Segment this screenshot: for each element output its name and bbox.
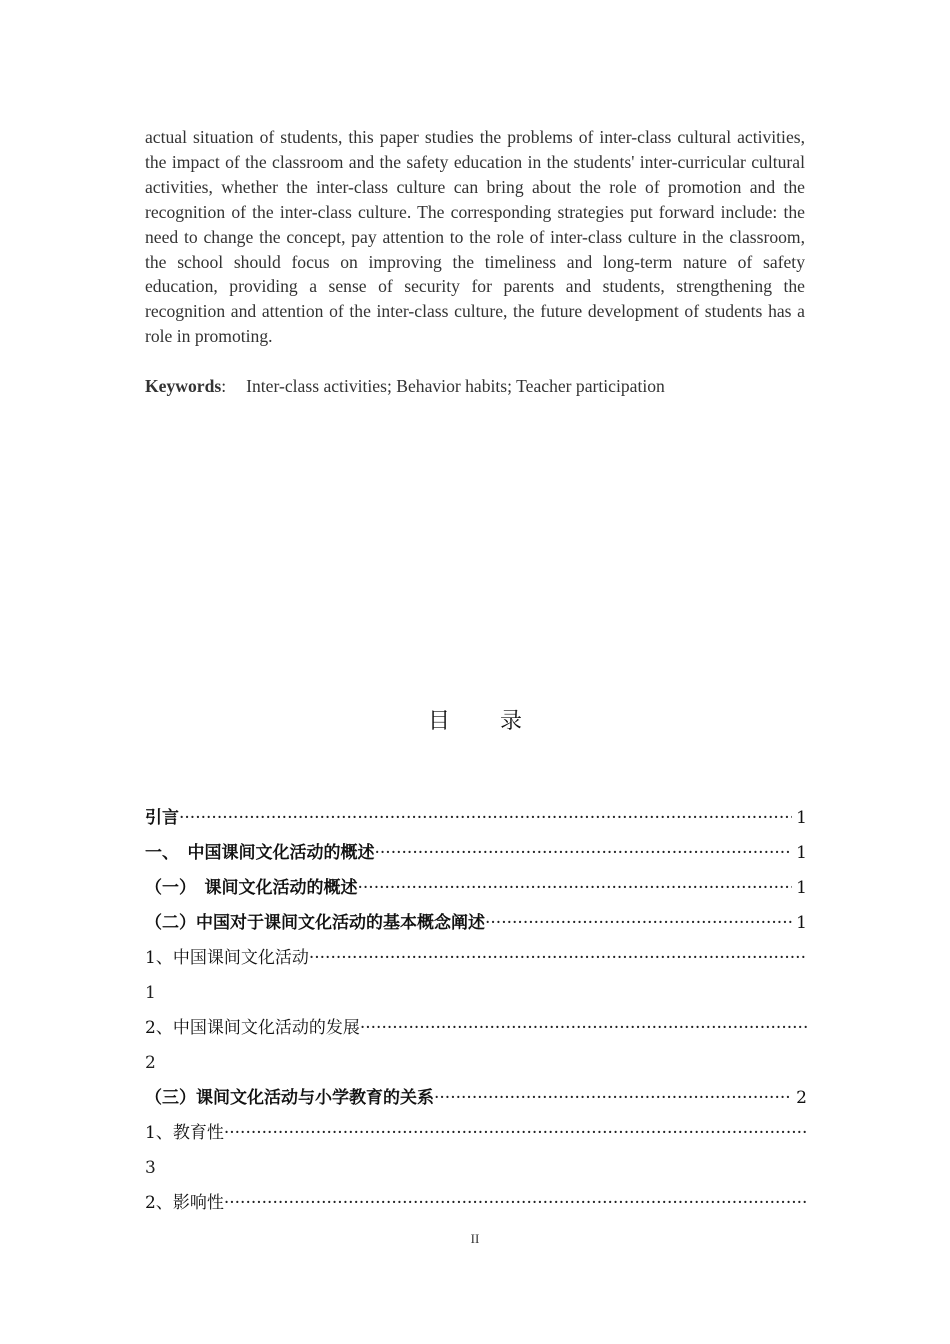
toc-leader-dots — [309, 946, 807, 970]
keywords-line — [145, 374, 805, 398]
toc-leader-dots — [179, 806, 792, 830]
keywords-label: Keywords — [145, 376, 222, 396]
toc-leader-dots — [358, 876, 793, 900]
toc-leader-dots — [224, 1191, 807, 1215]
toc-entry-page: 3 — [145, 1158, 156, 1178]
toc-entry-text: （二）中国对于课间文化活动的基本概念阐述 — [145, 913, 485, 933]
toc-entry-section-1-2[interactable] — [145, 911, 807, 935]
toc-entry-page: 1 — [796, 913, 807, 933]
toc-entry-text: 2、影响性 — [145, 1193, 224, 1213]
toc-entry-text: 2、中国课间文化活动的发展 — [145, 1018, 360, 1038]
abstract-paragraph: actual situation of students, this paper studies the problems of inter-class cultural activities, the impact of the classroom and the safety education in the students' inter-curricular cultural activities, whether the inter-class culture can bring about the role of promotion and the recognition of the inter-class culture. The corresponding strategies put forward include: the need to change the concept, pay attention to the role of inter-class culture in the classroom, the school should focus on improving the timeliness and long-term nature of safety education, providing a sense of security for parents and students, strengthening the recognition and attention of the inter-class culture, the future development of students has a role in promoting. — [145, 127, 805, 347]
toc-entry-subsection-3[interactable] — [145, 1121, 807, 1145]
toc-leader-dots — [434, 1086, 792, 1110]
toc-entry-introduction[interactable] — [145, 806, 807, 830]
toc-leader-dots — [224, 1121, 807, 1145]
toc-entry-text: 1、教育性 — [145, 1123, 224, 1143]
keywords-text: Inter-class activities; Behavior habits; Teacher participation — [246, 376, 665, 396]
toc-entry-page: 1 — [796, 808, 807, 828]
toc-leader-dots — [375, 841, 793, 865]
toc-leader-dots — [485, 911, 792, 935]
toc-entry-text: 一、 中国课间文化活动的概述 — [145, 843, 375, 863]
toc-entry-page: 2 — [145, 1053, 156, 1073]
toc-entry-section-1-1[interactable] — [145, 876, 807, 900]
toc-title: 目录 — [427, 709, 572, 734]
toc-entry-chapter-1[interactable] — [145, 841, 807, 865]
toc-entry-page: 1 — [796, 843, 807, 863]
toc-entry-text: 引言 — [145, 808, 179, 828]
toc-entry-text: （一） 课间文化活动的概述 — [145, 878, 358, 898]
toc-entry-subsection-4[interactable] — [145, 1191, 807, 1215]
toc-entry-subsection-2[interactable] — [145, 1016, 807, 1040]
toc-entry-page: 1 — [145, 983, 156, 1003]
toc-entry-text: 1、中国课间文化活动 — [145, 948, 309, 968]
toc-entry-section-1-3[interactable] — [145, 1086, 807, 1110]
toc-entry-text: （三）课间文化活动与小学教育的关系 — [145, 1088, 434, 1108]
toc-entry-subsection-1[interactable] — [145, 946, 807, 970]
keywords-colon: : — [221, 376, 227, 396]
toc-entry-page: 1 — [796, 878, 807, 898]
toc-entry-page: 2 — [796, 1088, 807, 1108]
page-number: II — [470, 1231, 480, 1246]
toc-leader-dots — [360, 1016, 807, 1040]
